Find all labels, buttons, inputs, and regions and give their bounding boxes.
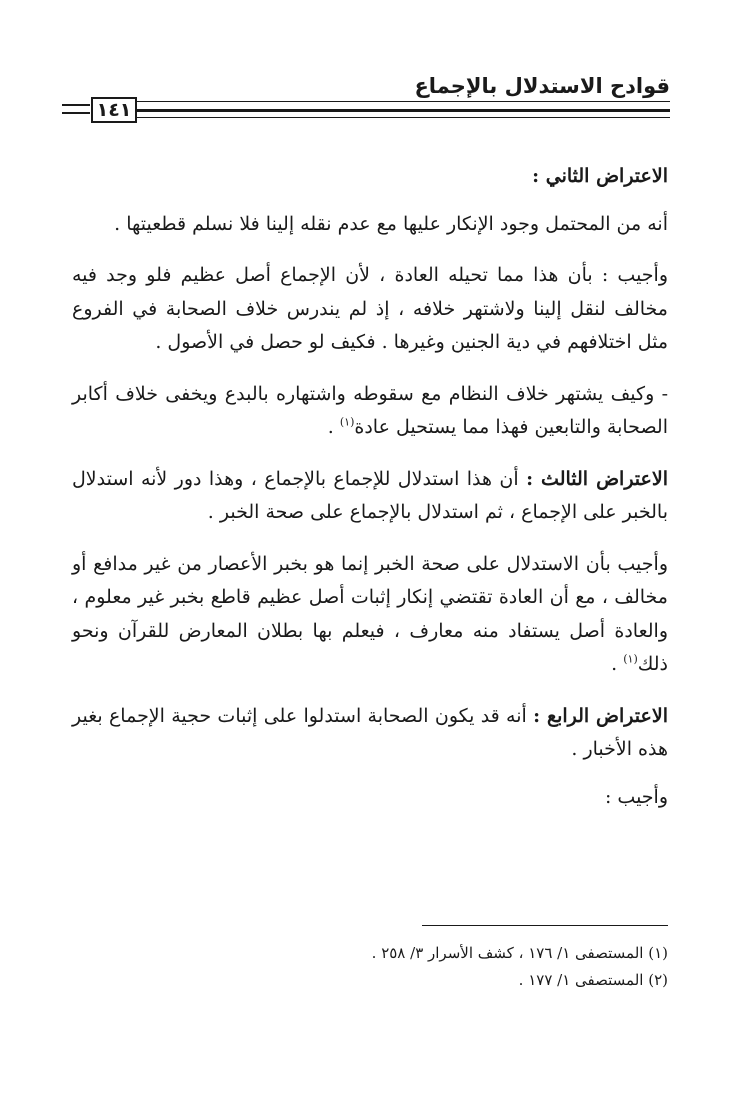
footnotes: [72, 940, 668, 994]
objection-four: [72, 700, 668, 767]
objection-two-answer-continued-text: - وكيف يشتهر خلاف النظام مع سقوطه واشتهاره بالبدع ويخفى خلاف أكابر الصحابة والتابعين فهذا مما يستحيل عادة: [72, 382, 668, 438]
header-rule-bottom: [137, 117, 670, 118]
objection-three-answer: [72, 548, 668, 682]
footnote-ref: (١): [623, 652, 638, 666]
objection-four-text: أنه قد يكون الصحابة استدلوا على إثبات حجية الإجماع بغير هذه الأخبار .: [72, 704, 668, 760]
footnote-2: (٢) المستصفى ١/ ١٧٧ .: [518, 971, 668, 989]
objection-four-answer-start: وأجيب :: [604, 785, 668, 808]
header-rule-thick: [137, 109, 670, 112]
sentence-end: .: [327, 416, 340, 438]
objection-three-answer-text: وأجيب بأن الاستدلال على صحة الخبر إنما هو بخبر الأعصار من غير مدافع أو مخالف ، مع أن العادة تقتضي إنكار إثبات أصل عظيم قاطع بخبر غير معلوم ، والعادة أصل يستفاد منه معارف ، فيعلم بها بطلان المعارض للقرآن ونحو ذلك: [72, 552, 668, 675]
page-number-rule-left-top: [62, 104, 90, 106]
sentence-end: .: [611, 653, 624, 675]
page-number-rule-left-bottom: [62, 112, 90, 114]
page-number-label: ١٤١: [96, 99, 132, 121]
objection-three-text: أن هذا استدلال للإجماع بالإجماع ، وهذا دور لأنه استدلال بالخبر على الإجماع ، ثم استدلال بالإجماع على صحة الخبر .: [72, 467, 668, 523]
objection-two-text: أنه من المحتمل وجود الإنكار عليها مع عدم نقله إلينا فلا نسلم قطعيتها .: [114, 212, 668, 235]
page-number: [91, 97, 137, 123]
footnote-separator: [422, 925, 668, 926]
header-rule-top: [137, 101, 670, 102]
objection-three: [72, 463, 668, 530]
running-header-title: قوادح الاستدلال بالإجماع: [414, 74, 670, 98]
objection-two-heading-text: الاعتراض الثاني :: [532, 165, 668, 187]
objection-two-answer: وأجيب : بأن هذا مما تحيله العادة ، لأن الإجماع أصل عظيم فلو وجد فيه مخالف لنقل إلينا ولاشتهر خلافه ، إذ لم يندرس خلاف الصحابة في الفروع مثل اختلافهم في دية الجنين وغيرها . فكيف لو حصل في الأصول .: [72, 264, 668, 353]
objection-three-heading: الاعتراض الثالث :: [526, 467, 668, 490]
main-text: [72, 160, 668, 832]
objection-two-answer-continued: [72, 378, 668, 445]
objection-four-heading: الاعتراض الرابع :: [533, 704, 668, 727]
footnote-ref: (١): [339, 415, 355, 429]
footnote-1: (١) المستصفى ١/ ١٧٦ ، كشف الأسرار ٣/ ٢٥٨ .: [371, 944, 668, 962]
objection-two-heading: [72, 160, 668, 194]
